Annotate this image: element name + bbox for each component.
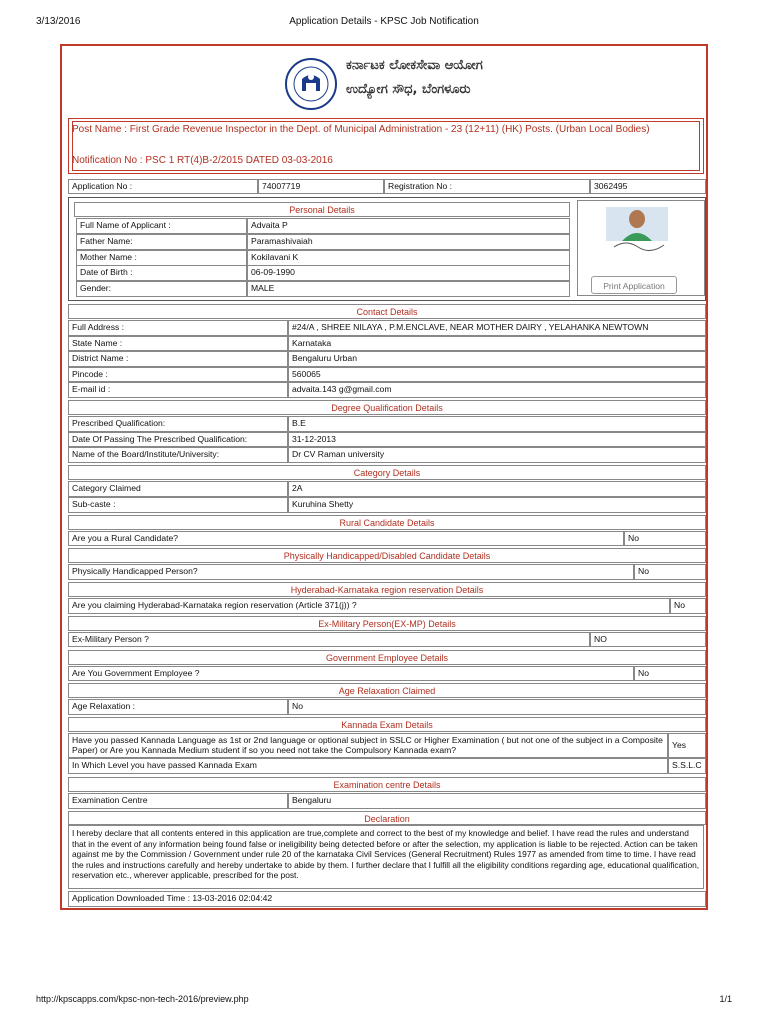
kannada-exam-heading: Kannada Exam Details (68, 717, 706, 732)
print-title: Application Details - KPSC Job Notification (289, 16, 479, 27)
post-name: Post Name : First Grade Revenue Inspector in the Dept. of Municipal Administration - 23 (12+11) (HK) Posts. (Urban Local Bodies) (72, 124, 650, 135)
hk-answer: No (670, 598, 706, 614)
passing-date-label: Date Of Passing The Prescribed Qualification: (68, 432, 288, 447)
dob-label: Date of Birth : (76, 265, 247, 281)
gender-value: MALE (247, 281, 570, 297)
print-url[interactable]: http://kpscapps.com/kpsc-non-tech-2016/preview.php (36, 994, 249, 1004)
mother-name-value: Kokilavani K (247, 250, 570, 266)
age-relaxation-heading: Age Relaxation Claimed (68, 683, 706, 698)
full-name-label: Full Name of Applicant : (76, 218, 247, 234)
category-details-heading: Category Details (68, 465, 706, 480)
personal-details-heading: Personal Details (74, 202, 570, 217)
category-value: 2A (288, 481, 706, 497)
exmp-question: Ex-Military Person ? (68, 632, 590, 647)
full-name-value: Advaita P (247, 218, 570, 234)
passing-date-value: 31-12-2013 (288, 432, 706, 447)
kpsc-address-kannada: ಉದ್ಯೋಗ ಸೌಧ, ಬೆಂಗಳೂರು (346, 82, 471, 97)
registration-no-label: Registration No : (384, 179, 590, 194)
kannada-exam-question: Have you passed Kannada Language as 1st or 2nd language or optional subject in SSLC or Higher Examination ( but not one of the subject in a Composite Paper) or Are you Kannada Medium student if so you need not take the Compulsory Kannada exam? (68, 733, 668, 758)
age-relaxation-label: Age Relaxation : (68, 699, 288, 715)
declaration-heading: Declaration (68, 811, 706, 825)
contact-details-heading: Contact Details (68, 304, 706, 319)
govt-employee-question: Are You Government Employee ? (68, 666, 634, 681)
state-value: Karnataka (288, 336, 706, 351)
rural-question: Are you a Rural Candidate? (68, 531, 624, 546)
exam-centre-value: Bengaluru (288, 793, 706, 809)
rural-details-heading: Rural Candidate Details (68, 515, 706, 530)
university-label: Name of the Board/Institute/University: (68, 447, 288, 463)
district-label: District Name : (68, 351, 288, 367)
hk-details-heading: Hyderabad-Karnataka region reservation Details (68, 582, 706, 597)
qualification-label: Prescribed Qualification: (68, 416, 288, 432)
kannada-exam-answer: Yes (668, 733, 706, 758)
govt-employee-answer: No (634, 666, 706, 681)
application-no-value: 74007719 (258, 179, 384, 194)
exam-centre-label: Examination Centre (68, 793, 288, 809)
print-date: 3/13/2016 (36, 16, 81, 27)
state-label: State Name : (68, 336, 288, 351)
address-label: Full Address : (68, 320, 288, 336)
pincode-value: 560065 (288, 367, 706, 382)
address-value: #24/A , SHREE NILAYA , P.M.ENCLAVE, NEAR MOTHER DAIRY , YELAHANKA NEWTOWN (288, 320, 706, 336)
subcaste-label: Sub-caste : (68, 497, 288, 513)
govt-employee-heading: Government Employee Details (68, 650, 706, 665)
dob-value: 06-09-1990 (247, 265, 570, 281)
father-name-value: Paramashivaiah (247, 234, 570, 250)
exam-centre-heading: Examination centre Details (68, 777, 706, 792)
subcaste-value: Kuruhina Shetty (288, 497, 706, 513)
father-name-label: Father Name: (76, 234, 247, 250)
page-number: 1/1 (719, 994, 732, 1004)
rural-answer: No (624, 531, 706, 546)
kannada-level-question: In Which Level you have passed Kannada Exam (68, 758, 668, 774)
ph-details-heading: Physically Handicapped/Disabled Candidate Details (68, 548, 706, 563)
exmp-details-heading: Ex-Military Person(EX-MP) Details (68, 616, 706, 631)
qualification-value: B.E (288, 416, 706, 432)
print-header (0, 16, 768, 30)
university-value: Dr CV Raman university (288, 447, 706, 463)
category-label: Category Claimed (68, 481, 288, 497)
hk-question: Are you claiming Hyderabad-Karnataka region reservation (Article 371(j)) ? (68, 598, 670, 614)
mother-name-label: Mother Name : (76, 250, 247, 266)
email-value: advaita.143 g@gmail.com (288, 382, 706, 398)
notification-number: Notification No : PSC 1 RT(4)B-2/2015 DATED 03-03-2016 (72, 155, 333, 166)
kpsc-name-kannada: ಕರ್ನಾಟಕ ಲೋಕಸೇವಾ ಆಯೋಗ (346, 58, 483, 73)
declaration-text: I hereby declare that all contents entered in this application are true,complete and correct to the best of my knowledge and belief. I have read the rules and understand that in the event of any information being found false or ineligibility being detected before or after the selection, my application is liable to be rejected. Action can be taken against me by the Commission / Government under rule 20 of the karnataka Civil Services (General Recruitment) Rules 1977 as amended from time to time. I have read the rules and instructions carefully and hereby undertake to abide by them. I further declare that I fulfill all the eligibility conditions regarding age, educational qualification, reservation etc., wherever applicable, prescribed for the post. (68, 825, 704, 889)
ph-answer: No (634, 564, 706, 580)
degree-details-heading: Degree Qualification Details (68, 400, 706, 415)
application-no-label: Application No : (68, 179, 258, 194)
exmp-answer: NO (590, 632, 706, 647)
district-value: Bengaluru Urban (288, 351, 706, 367)
print-application-button[interactable]: Print Application (591, 276, 677, 294)
email-label: E-mail id : (68, 382, 288, 398)
kannada-level-answer: S.S.L.C (668, 758, 706, 774)
pincode-label: Pincode : (68, 367, 288, 382)
kpsc-emblem-logo (284, 57, 338, 111)
age-relaxation-value: No (288, 699, 706, 715)
registration-no-value: 3062495 (590, 179, 706, 194)
download-time: Application Downloaded Time : 13-03-2016 02:04:42 (68, 891, 706, 907)
gender-label: Gender: (76, 281, 247, 297)
ph-question: Physically Handicapped Person? (68, 564, 634, 580)
